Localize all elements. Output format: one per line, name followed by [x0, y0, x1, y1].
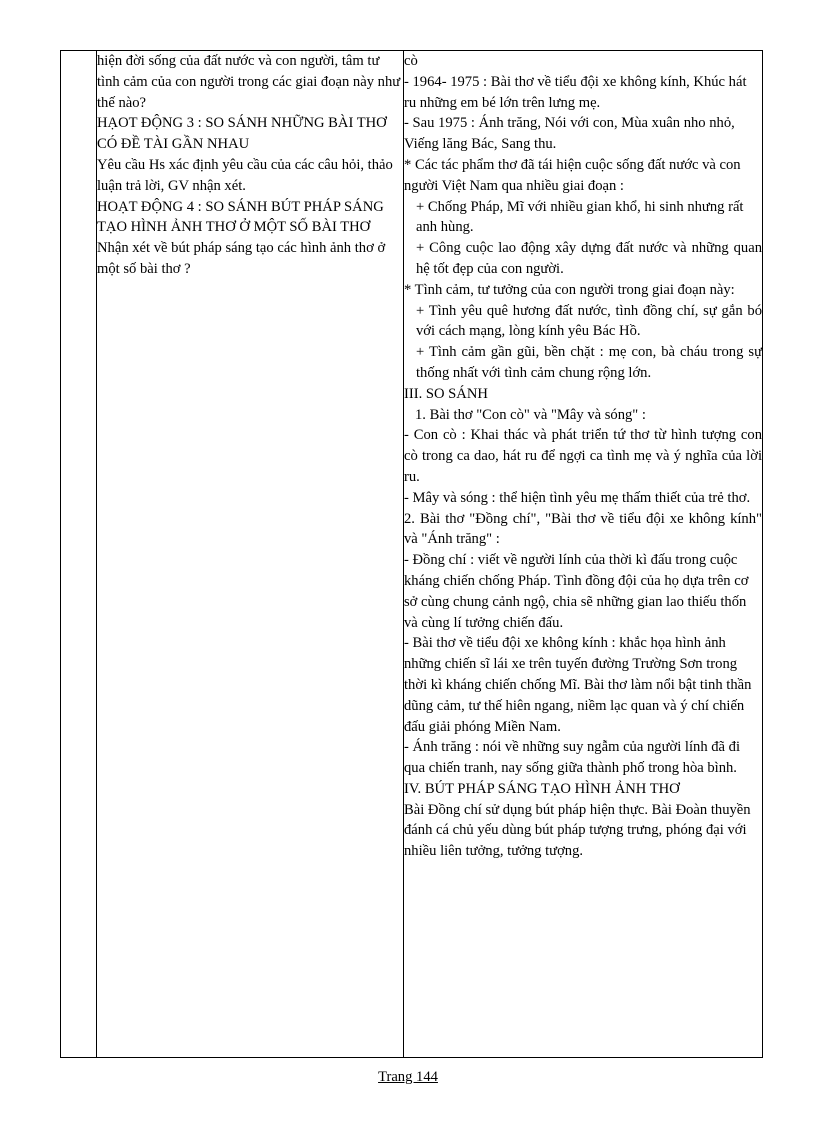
content-column [404, 51, 763, 1058]
may-va-song-text: - Mây và sóng : thể hiện tình yêu mẹ thấm thiết của trẻ thơ. [404, 489, 751, 506]
anh-trang-text: - Ánh trăng : nói về những suy ngẫm của người lính đã đi qua chiến tranh, nay sống giữa thành phố trong hòa bình. [404, 739, 741, 777]
compare-2-heading: 2. Bài thơ "Đồng chí", "Bài thơ về tiểu đội xe không kính" và "Ánh trăng" : [404, 510, 762, 548]
bullet-love-homeland: + Tình yêu quê hương đất nước, tình đồng chí, sự gắn bó với cách mạng, lòng kính yêu Bác Hồ. [416, 302, 762, 340]
activity-4-heading: HOẠT ĐỘNG 4 : SO SÁNH BÚT PHÁP SÁNG TẠO HÌNH ẢNH THƠ Ở MỘT SỐ BÀI THƠ [97, 198, 384, 236]
question-text: hiện đời sống của đất nước và con người, tâm tư tình cảm của con người trong các giai đoạn này như thế nào? [97, 53, 401, 111]
con-co-text: - Con cò : Khai thác và phát triển tứ thơ từ hình tượng con cò trong ca dao, hát ru để ngợi ca tình mẹ và ý nghĩa của lời ru. [404, 427, 762, 485]
content-line: cò [404, 53, 418, 69]
period-after-1975: - Sau 1975 : Ánh trăng, Nói với con, Mùa xuân nho nhỏ, Viếng lăng Bác, Sang thu. [404, 115, 735, 153]
activity-4-question: Nhận xét về bút pháp sáng tạo các hình ảnh thơ ở một số bài thơ ? [97, 240, 386, 277]
activity-3-heading: HẠOT ĐỘNG 3 : SO SÁNH NHỮNG BÀI THƠ CÓ ĐỀ TÀI GẦN NHAU [97, 115, 387, 153]
activity-3-instruction: Yêu cầu Hs xác định yêu cầu của các câu hỏi, thảo luận trả lời, GV nhận xét. [97, 156, 393, 194]
page-number: Trang 144 [378, 1069, 438, 1085]
content-table [60, 50, 763, 1058]
bullet-close-feelings: + Tình cảm gần gũi, bền chặt : mẹ con, bà cháu trong sự thống nhất với tình cảm chung rộng lớn. [416, 344, 762, 381]
compare-1-heading: 1. Bài thơ "Con cò" và "Mây và sóng" : [415, 406, 646, 423]
bullet-against-french-us: + Chống Pháp, Mĩ với nhiều gian khổ, hi sinh nhưng rất anh hùng. [416, 198, 744, 236]
section-iv-text: Bài Đồng chí sử dụng bút pháp hiện thực. Bài Đoàn thuyền đánh cá chủ yếu dùng bút pháp tượng trưng, phóng đại với nhiều liên tưởng, tưởng tượng. [404, 801, 751, 860]
summary-life-country: * Các tác phẩm thơ đã tái hiện cuộc sống đất nước và con người Việt Nam qua nhiều giai đoạn : [404, 156, 741, 194]
summary-feelings: * Tình cảm, tư tưởng của con người trong giai đoạn này: [404, 281, 735, 298]
section-iv-heading: IV. BÚT PHÁP SÁNG TẠO HÌNH ẢNH THƠ [404, 780, 680, 797]
empty-index-column [61, 51, 97, 1058]
period-1964-1975: - 1964- 1975 : Bài thơ về tiểu đội xe không kính, Khúc hát ru những em bé lớn trên lưng mẹ. [404, 73, 747, 111]
section-iii-heading: III. SO SÁNH [404, 385, 488, 402]
dong-chi-text: - Đồng chí : viết về người lính của thời kì đấu trong cuộc kháng chiến chống Pháp. Tình đồng đội của họ dựa trên cơ sở cùng chung cảnh ngộ, chia sẽ những gian lao thiếu thốn và cùng lí tưởng chiến đấu. [404, 552, 749, 631]
bullet-labor-building: + Công cuộc lao động xây dựng đất nước và những quan hệ tốt đẹp của con người. [416, 240, 762, 277]
activities-column [97, 51, 404, 1058]
tieu-doi-xe-text: - Bài thơ về tiểu đội xe không kính : khắc họa hình ảnh những chiến sĩ lái xe trên tuyến đường Trường Sơn trong thời kì kháng chiến chống Mĩ. Bài thơ làm nổi bật tinh thần dũng cảm, tư thế hiên ngang, niềm lạc quan và ý chí chiến đấu giải phóng Miền Nam. [404, 635, 752, 735]
